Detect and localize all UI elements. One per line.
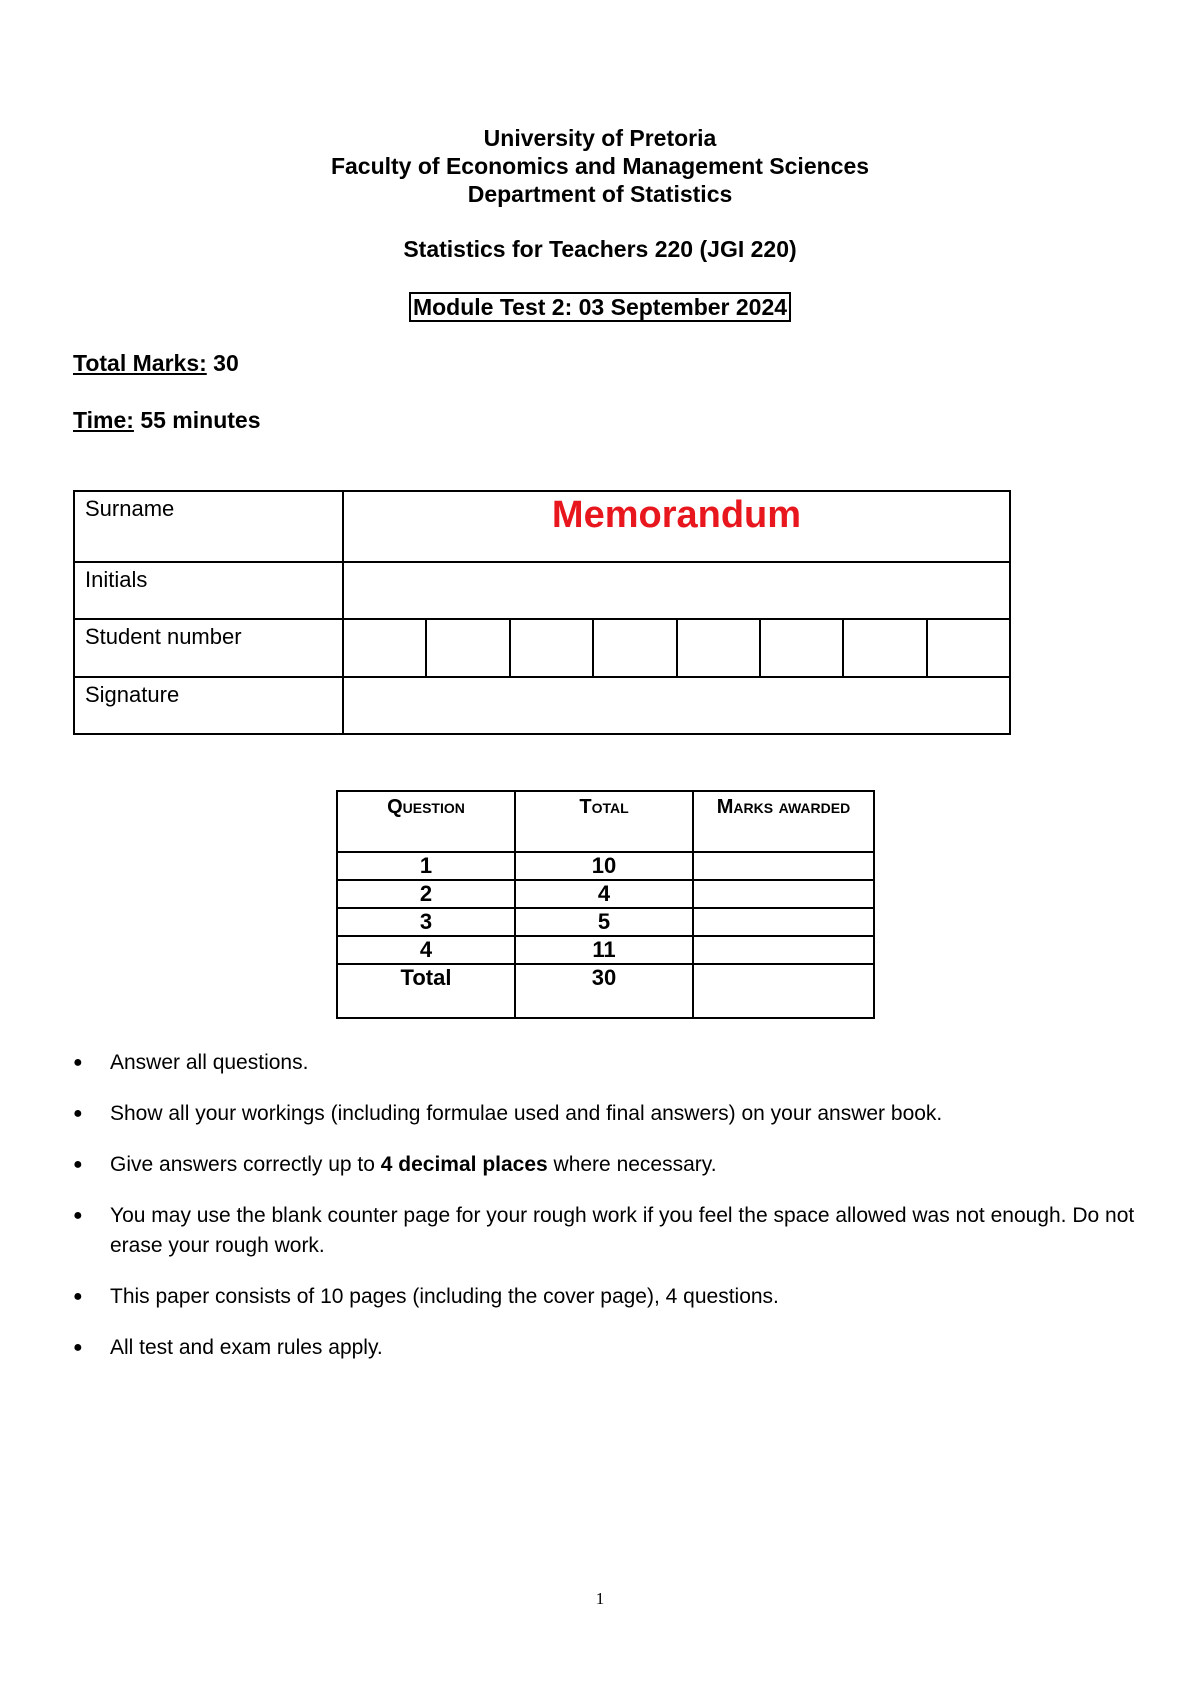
student-number-digit[interactable] bbox=[592, 620, 675, 676]
initials-label: Initials bbox=[74, 562, 343, 619]
student-number-digit[interactable] bbox=[676, 620, 759, 676]
list-item bbox=[73, 1048, 1153, 1078]
instruction-text: This paper consists of 10 pages (including the cover page), 4 questions. bbox=[110, 1285, 779, 1308]
marks-awarded-cell[interactable] bbox=[693, 936, 874, 964]
bullet-icon: ● bbox=[73, 1054, 83, 1071]
list-item bbox=[73, 1150, 1153, 1180]
time-value: 55 minutes bbox=[140, 407, 261, 433]
surname-field[interactable]: Memorandum bbox=[343, 491, 1010, 562]
time-label: Time: bbox=[73, 407, 134, 433]
instruction-text: Show all your workings (including formulae used and final answers) on your answer book. bbox=[110, 1102, 943, 1125]
table-row bbox=[337, 936, 874, 964]
question-total: 11 bbox=[515, 936, 693, 964]
instruction-text: You may use the blank counter page for your rough work if you feel the space allowed was not enough. Do not erase your rough work. bbox=[110, 1204, 1135, 1257]
student-info-table bbox=[73, 490, 1011, 735]
time-allowed bbox=[73, 407, 260, 434]
question-number: 1 bbox=[337, 852, 515, 880]
initials-field[interactable] bbox=[343, 562, 1010, 619]
student-number-digit[interactable] bbox=[842, 620, 925, 676]
marks-awarded-cell[interactable] bbox=[693, 880, 874, 908]
marks-table bbox=[336, 790, 875, 1019]
instruction-text-pre: Give answers correctly up to bbox=[110, 1153, 381, 1176]
question-number: 3 bbox=[337, 908, 515, 936]
university-name: University of Pretoria bbox=[483, 125, 717, 151]
bullet-icon: ● bbox=[73, 1105, 83, 1122]
bullet-icon: ● bbox=[73, 1207, 83, 1224]
instruction-text: All test and exam rules apply. bbox=[110, 1336, 383, 1359]
instruction-text-post: where necessary. bbox=[547, 1153, 717, 1176]
list-item bbox=[73, 1201, 1153, 1261]
total-marks bbox=[73, 350, 239, 377]
instructions-list bbox=[73, 1048, 1153, 1384]
course-title: Statistics for Teachers 220 (JGI 220) bbox=[403, 236, 797, 262]
question-number: 2 bbox=[337, 880, 515, 908]
table-row bbox=[337, 908, 874, 936]
question-total: 5 bbox=[515, 908, 693, 936]
marks-awarded-total-cell[interactable] bbox=[693, 964, 874, 1018]
marks-awarded-cell[interactable] bbox=[693, 852, 874, 880]
student-number-digit[interactable] bbox=[344, 620, 425, 676]
question-header: Question bbox=[337, 791, 515, 852]
faculty-name: Faculty of Economics and Management Sciences bbox=[330, 153, 870, 179]
instruction-text: Answer all questions. bbox=[110, 1051, 309, 1074]
total-label: Total bbox=[337, 964, 515, 1018]
test-title: Module Test 2: 03 September 2024 bbox=[409, 292, 791, 322]
bullet-icon: ● bbox=[73, 1156, 83, 1173]
question-total: 10 bbox=[515, 852, 693, 880]
list-item bbox=[73, 1333, 1153, 1363]
marks-awarded-cell[interactable] bbox=[693, 908, 874, 936]
total-marks-label: Total Marks: bbox=[73, 350, 207, 376]
grand-total: 30 bbox=[515, 964, 693, 1018]
question-number: 4 bbox=[337, 936, 515, 964]
bullet-icon: ● bbox=[73, 1288, 83, 1305]
signature-field[interactable] bbox=[343, 677, 1010, 734]
instruction-text-bold: 4 decimal places bbox=[380, 1153, 548, 1176]
bullet-icon: ● bbox=[73, 1339, 83, 1356]
total-header: Total bbox=[515, 791, 693, 852]
list-item bbox=[73, 1282, 1153, 1312]
marks-awarded-header: Marks awarded bbox=[693, 791, 874, 852]
table-row bbox=[337, 852, 874, 880]
student-number-label: Student number bbox=[74, 619, 343, 677]
header-block bbox=[0, 124, 1200, 208]
page-number: 1 bbox=[595, 1589, 605, 1608]
signature-label: Signature bbox=[74, 677, 343, 734]
student-number-digit[interactable] bbox=[425, 620, 508, 676]
student-number-field bbox=[343, 619, 1010, 677]
surname-label: Surname bbox=[74, 491, 343, 562]
question-total: 4 bbox=[515, 880, 693, 908]
student-number-digit[interactable] bbox=[759, 620, 842, 676]
department-name: Department of Statistics bbox=[467, 181, 733, 207]
table-row bbox=[337, 880, 874, 908]
list-item bbox=[73, 1099, 1153, 1129]
total-row bbox=[337, 964, 874, 1018]
student-number-digit[interactable] bbox=[926, 620, 1009, 676]
total-marks-value: 30 bbox=[213, 350, 239, 376]
student-number-digit[interactable] bbox=[509, 620, 592, 676]
